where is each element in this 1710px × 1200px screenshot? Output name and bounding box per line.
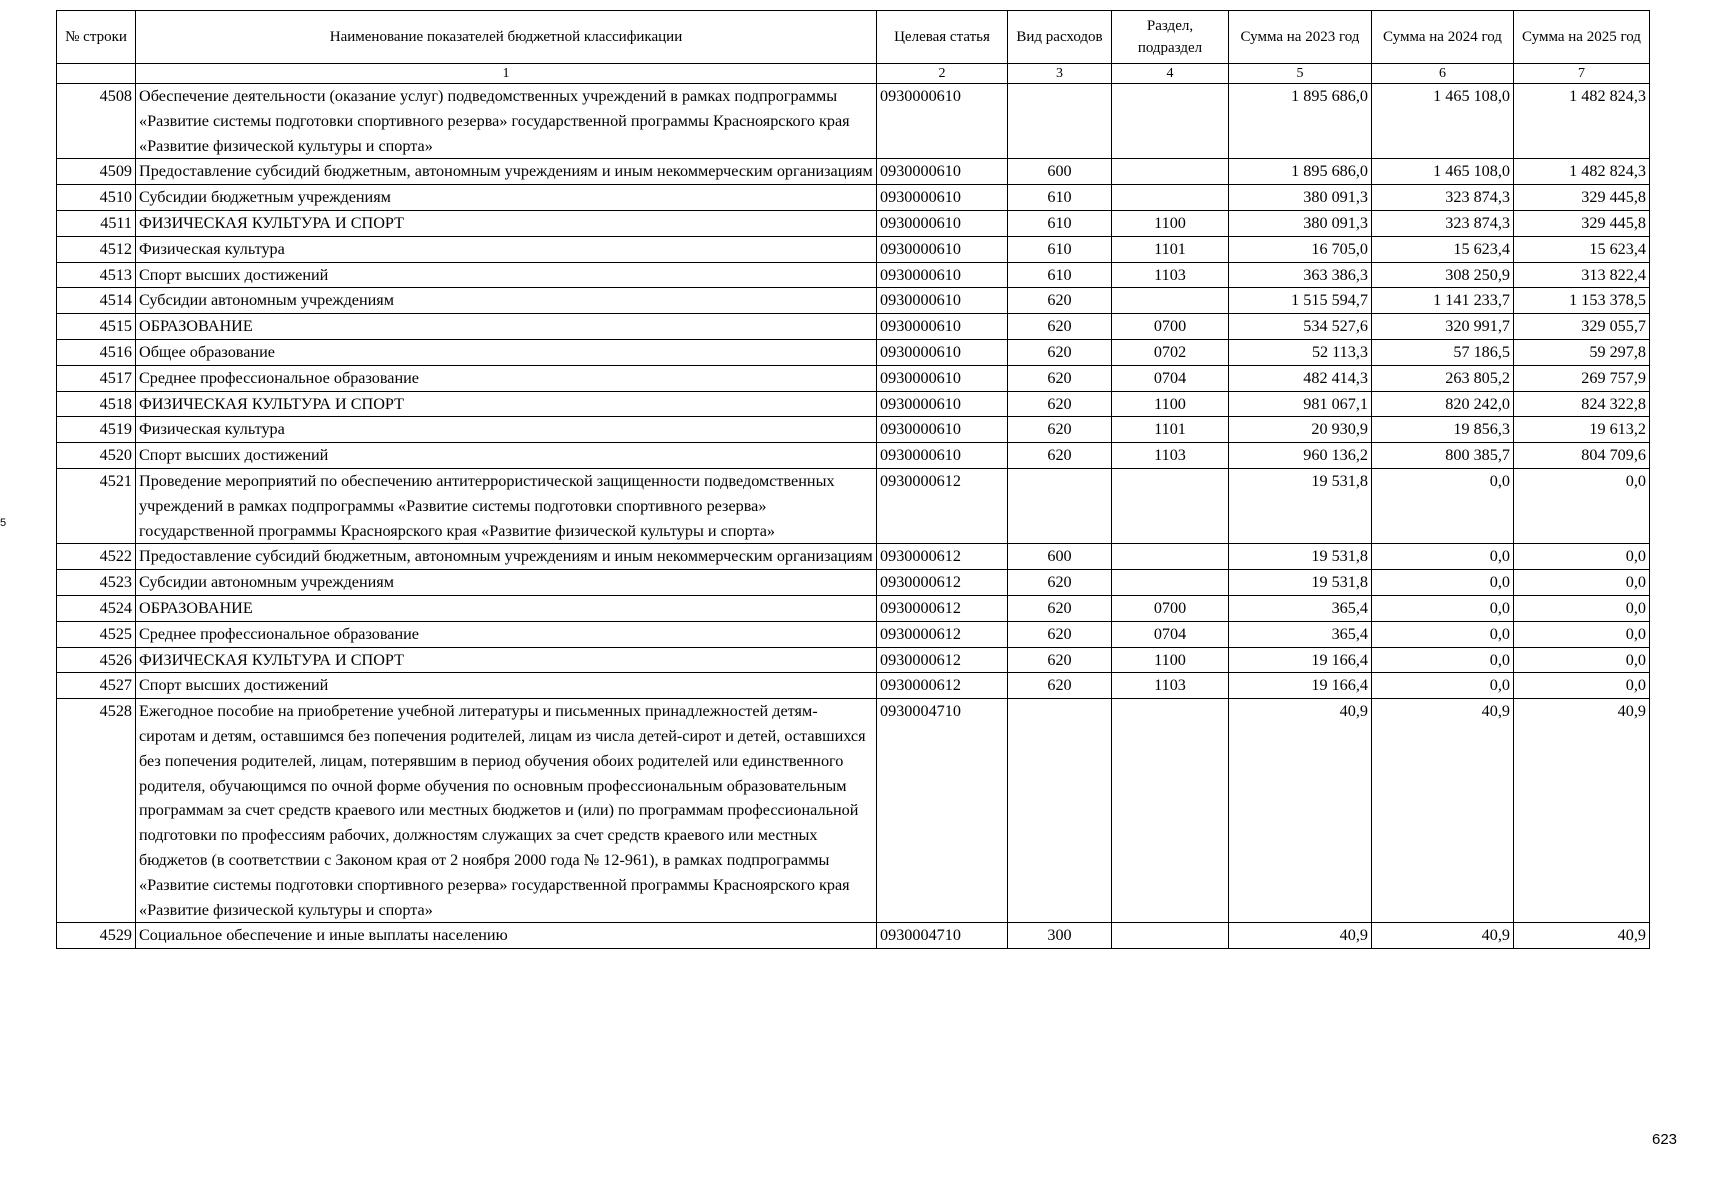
row-expense-kind: 620 xyxy=(1008,570,1112,596)
row-target-code: 0930004710 xyxy=(877,699,1008,923)
row-section-code: 1103 xyxy=(1112,443,1229,469)
row-section-code: 1101 xyxy=(1112,236,1229,262)
row-sum-2025: 59 297,8 xyxy=(1514,339,1650,365)
row-section-code: 0702 xyxy=(1112,339,1229,365)
row-name: ФИЗИЧЕСКАЯ КУЛЬТУРА И СПОРТ xyxy=(136,647,877,673)
row-expense-kind: 620 xyxy=(1008,621,1112,647)
row-section-code xyxy=(1112,185,1229,211)
row-target-code: 0930000612 xyxy=(877,570,1008,596)
row-expense-kind: 610 xyxy=(1008,236,1112,262)
row-number: 4516 xyxy=(57,339,136,365)
row-name: Субсидии автономным учреждениям xyxy=(136,570,877,596)
row-sum-2024: 323 874,3 xyxy=(1372,210,1514,236)
row-section-code: 0704 xyxy=(1112,365,1229,391)
row-sum-2024: 0,0 xyxy=(1372,544,1514,570)
table-row xyxy=(57,595,1650,621)
row-number: 4528 xyxy=(57,699,136,923)
row-sum-2025: 0,0 xyxy=(1514,621,1650,647)
table-row xyxy=(57,391,1650,417)
row-number: 4529 xyxy=(57,923,136,949)
row-number: 4510 xyxy=(57,185,136,211)
row-sum-2025: 269 757,9 xyxy=(1514,365,1650,391)
row-sum-2024: 820 242,0 xyxy=(1372,391,1514,417)
table-row xyxy=(57,365,1650,391)
row-expense-kind: 610 xyxy=(1008,185,1112,211)
row-expense-kind xyxy=(1008,84,1112,159)
row-number: 4518 xyxy=(57,391,136,417)
row-sum-2024: 0,0 xyxy=(1372,468,1514,543)
row-target-code: 0930000612 xyxy=(877,621,1008,647)
table-row xyxy=(57,339,1650,365)
row-name: Субсидии автономным учреждениям xyxy=(136,288,877,314)
row-sum-2023: 981 067,1 xyxy=(1229,391,1372,417)
row-section-code xyxy=(1112,159,1229,185)
row-sum-2023: 19 166,4 xyxy=(1229,647,1372,673)
row-number: 4508 xyxy=(57,84,136,159)
row-expense-kind: 610 xyxy=(1008,210,1112,236)
row-sum-2024: 19 856,3 xyxy=(1372,417,1514,443)
row-sum-2023: 960 136,2 xyxy=(1229,443,1372,469)
row-section-code xyxy=(1112,570,1229,596)
header-sum-2024: Сумма на 2024 год xyxy=(1372,11,1514,64)
row-sum-2023: 365,4 xyxy=(1229,621,1372,647)
row-sum-2025: 40,9 xyxy=(1514,923,1650,949)
row-target-code: 0930000610 xyxy=(877,159,1008,185)
row-sum-2023: 16 705,0 xyxy=(1229,236,1372,262)
column-number xyxy=(57,64,136,84)
row-sum-2023: 1 895 686,0 xyxy=(1229,84,1372,159)
row-number: 4511 xyxy=(57,210,136,236)
margin-mark: 5 xyxy=(0,517,7,529)
table-row xyxy=(57,621,1650,647)
row-sum-2025: 40,9 xyxy=(1514,699,1650,923)
row-sum-2024: 0,0 xyxy=(1372,570,1514,596)
row-sum-2023: 19 531,8 xyxy=(1229,468,1372,543)
row-expense-kind: 610 xyxy=(1008,262,1112,288)
row-target-code: 0930000610 xyxy=(877,314,1008,340)
row-target-code: 0930000610 xyxy=(877,443,1008,469)
row-name: Обеспечение деятельности (оказание услуг) подведомственных учреждений в рамках подпрограммы «Развитие системы подготовки спортивного резерва» государственной программы Красноярского края «Развитие физической культуры и спорта» xyxy=(136,84,877,159)
row-expense-kind: 600 xyxy=(1008,544,1112,570)
row-number: 4523 xyxy=(57,570,136,596)
row-sum-2023: 365,4 xyxy=(1229,595,1372,621)
row-sum-2023: 380 091,3 xyxy=(1229,185,1372,211)
row-sum-2025: 1 482 824,3 xyxy=(1514,84,1650,159)
table-row xyxy=(57,699,1650,923)
row-target-code: 0930000610 xyxy=(877,84,1008,159)
row-section-code xyxy=(1112,84,1229,159)
column-number: 2 xyxy=(877,64,1008,84)
row-sum-2024: 15 623,4 xyxy=(1372,236,1514,262)
row-target-code: 0930000610 xyxy=(877,417,1008,443)
table-row xyxy=(57,314,1650,340)
row-name: Спорт высших достижений xyxy=(136,673,877,699)
row-sum-2025: 313 822,4 xyxy=(1514,262,1650,288)
row-sum-2024: 263 805,2 xyxy=(1372,365,1514,391)
row-section-code xyxy=(1112,699,1229,923)
row-section-code: 1103 xyxy=(1112,673,1229,699)
column-number: 3 xyxy=(1008,64,1112,84)
row-sum-2023: 380 091,3 xyxy=(1229,210,1372,236)
header-sum-2023: Сумма на 2023 год xyxy=(1229,11,1372,64)
row-sum-2023: 19 531,8 xyxy=(1229,570,1372,596)
row-name: ОБРАЗОВАНИЕ xyxy=(136,595,877,621)
column-number: 7 xyxy=(1514,64,1650,84)
row-expense-kind: 620 xyxy=(1008,391,1112,417)
row-target-code: 0930000610 xyxy=(877,391,1008,417)
row-number: 4525 xyxy=(57,621,136,647)
table-row xyxy=(57,236,1650,262)
row-sum-2024: 0,0 xyxy=(1372,673,1514,699)
row-name: Субсидии бюджетным учреждениям xyxy=(136,185,877,211)
table-row xyxy=(57,468,1650,543)
row-name: Физическая культура xyxy=(136,417,877,443)
header-target: Целевая статья xyxy=(877,11,1008,64)
row-number: 4509 xyxy=(57,159,136,185)
row-number: 4522 xyxy=(57,544,136,570)
table-row xyxy=(57,288,1650,314)
row-expense-kind: 620 xyxy=(1008,673,1112,699)
row-sum-2025: 1 153 378,5 xyxy=(1514,288,1650,314)
table-row xyxy=(57,185,1650,211)
row-target-code: 0930000612 xyxy=(877,647,1008,673)
table-row xyxy=(57,570,1650,596)
row-sum-2023: 1 895 686,0 xyxy=(1229,159,1372,185)
row-section-code xyxy=(1112,544,1229,570)
row-section-code: 1100 xyxy=(1112,647,1229,673)
table-row xyxy=(57,210,1650,236)
header-kind: Вид расходов xyxy=(1008,11,1112,64)
row-name: ФИЗИЧЕСКАЯ КУЛЬТУРА И СПОРТ xyxy=(136,391,877,417)
column-number: 6 xyxy=(1372,64,1514,84)
row-sum-2025: 15 623,4 xyxy=(1514,236,1650,262)
row-sum-2023: 482 414,3 xyxy=(1229,365,1372,391)
row-expense-kind: 620 xyxy=(1008,314,1112,340)
row-sum-2024: 0,0 xyxy=(1372,595,1514,621)
row-section-code xyxy=(1112,288,1229,314)
row-number: 4515 xyxy=(57,314,136,340)
row-section-code: 1101 xyxy=(1112,417,1229,443)
row-sum-2025: 0,0 xyxy=(1514,595,1650,621)
row-number: 4517 xyxy=(57,365,136,391)
row-number: 4524 xyxy=(57,595,136,621)
row-sum-2024: 320 991,7 xyxy=(1372,314,1514,340)
row-sum-2024: 800 385,7 xyxy=(1372,443,1514,469)
row-number: 4527 xyxy=(57,673,136,699)
row-expense-kind: 620 xyxy=(1008,443,1112,469)
row-expense-kind xyxy=(1008,468,1112,543)
row-expense-kind: 620 xyxy=(1008,339,1112,365)
row-sum-2023: 1 515 594,7 xyxy=(1229,288,1372,314)
row-section-code xyxy=(1112,923,1229,949)
row-sum-2025: 19 613,2 xyxy=(1514,417,1650,443)
row-target-code: 0930000610 xyxy=(877,210,1008,236)
row-name: ОБРАЗОВАНИЕ xyxy=(136,314,877,340)
row-sum-2025: 329 445,8 xyxy=(1514,185,1650,211)
row-name: Проведение мероприятий по обеспечению антитеррористической защищенности подведомственных учреждений в рамках подпрограммы «Развитие системы подготовки спортивного резерва» государственной программы Красноярского края «Развитие физической культуры и спорта» xyxy=(136,468,877,543)
row-target-code: 0930000610 xyxy=(877,185,1008,211)
row-number: 4512 xyxy=(57,236,136,262)
row-name: Физическая культура xyxy=(136,236,877,262)
row-sum-2025: 329 055,7 xyxy=(1514,314,1650,340)
row-section-code: 1100 xyxy=(1112,391,1229,417)
row-sum-2023: 363 386,3 xyxy=(1229,262,1372,288)
table-row xyxy=(57,443,1650,469)
row-expense-kind: 600 xyxy=(1008,159,1112,185)
row-sum-2024: 40,9 xyxy=(1372,923,1514,949)
row-expense-kind: 620 xyxy=(1008,288,1112,314)
table-row xyxy=(57,544,1650,570)
row-sum-2025: 0,0 xyxy=(1514,468,1650,543)
table-row xyxy=(57,84,1650,159)
row-sum-2025: 0,0 xyxy=(1514,544,1650,570)
row-sum-2023: 40,9 xyxy=(1229,699,1372,923)
row-number: 4520 xyxy=(57,443,136,469)
row-section-code: 0704 xyxy=(1112,621,1229,647)
row-expense-kind: 620 xyxy=(1008,647,1112,673)
budget-table xyxy=(56,10,1650,949)
row-sum-2023: 19 166,4 xyxy=(1229,673,1372,699)
row-expense-kind: 300 xyxy=(1008,923,1112,949)
row-sum-2024: 0,0 xyxy=(1372,647,1514,673)
row-name: Среднее профессиональное образование xyxy=(136,621,877,647)
row-section-code: 0700 xyxy=(1112,595,1229,621)
row-sum-2024: 323 874,3 xyxy=(1372,185,1514,211)
row-sum-2024: 40,9 xyxy=(1372,699,1514,923)
row-section-code: 0700 xyxy=(1112,314,1229,340)
row-target-code: 0930000610 xyxy=(877,236,1008,262)
row-target-code: 0930000610 xyxy=(877,365,1008,391)
row-number: 4521 xyxy=(57,468,136,543)
row-number: 4514 xyxy=(57,288,136,314)
column-number: 1 xyxy=(136,64,877,84)
column-number-row xyxy=(57,64,1650,84)
row-expense-kind: 620 xyxy=(1008,365,1112,391)
row-target-code: 0930000612 xyxy=(877,673,1008,699)
table-row xyxy=(57,923,1650,949)
table-row xyxy=(57,262,1650,288)
row-number: 4526 xyxy=(57,647,136,673)
row-sum-2023: 52 113,3 xyxy=(1229,339,1372,365)
table-row xyxy=(57,417,1650,443)
row-target-code: 0930000610 xyxy=(877,339,1008,365)
column-number: 5 xyxy=(1229,64,1372,84)
row-sum-2025: 0,0 xyxy=(1514,570,1650,596)
column-number: 4 xyxy=(1112,64,1229,84)
row-target-code: 0930000610 xyxy=(877,288,1008,314)
row-expense-kind xyxy=(1008,699,1112,923)
row-sum-2024: 1 465 108,0 xyxy=(1372,159,1514,185)
row-expense-kind: 620 xyxy=(1008,417,1112,443)
row-sum-2023: 20 930,9 xyxy=(1229,417,1372,443)
row-sum-2024: 1 465 108,0 xyxy=(1372,84,1514,159)
row-name: Предоставление субсидий бюджетным, автономным учреждениям и иным некоммерческим организациям xyxy=(136,544,877,570)
row-section-code xyxy=(1112,468,1229,543)
row-sum-2024: 308 250,9 xyxy=(1372,262,1514,288)
header-sum-2025: Сумма на 2025 год xyxy=(1514,11,1650,64)
header-section: Раздел, подраздел xyxy=(1112,11,1229,64)
row-target-code: 0930000610 xyxy=(877,262,1008,288)
row-name: Предоставление субсидий бюджетным, автономным учреждениям и иным некоммерческим организациям xyxy=(136,159,877,185)
row-target-code: 0930000612 xyxy=(877,544,1008,570)
header-row xyxy=(57,11,1650,64)
row-target-code: 0930000612 xyxy=(877,468,1008,543)
row-sum-2024: 0,0 xyxy=(1372,621,1514,647)
row-sum-2025: 0,0 xyxy=(1514,673,1650,699)
row-name: Общее образование xyxy=(136,339,877,365)
row-section-code: 1103 xyxy=(1112,262,1229,288)
row-number: 4513 xyxy=(57,262,136,288)
row-sum-2024: 1 141 233,7 xyxy=(1372,288,1514,314)
row-name: ФИЗИЧЕСКАЯ КУЛЬТУРА И СПОРТ xyxy=(136,210,877,236)
page-number: 623 xyxy=(1652,1131,1678,1148)
row-sum-2024: 57 186,5 xyxy=(1372,339,1514,365)
row-name: Ежегодное пособие на приобретение учебной литературы и письменных принадлежностей детям-сиротам и детям, оставшимся без попечения родителей, лицам из числа детей-сирот и детей, оставшихся без попечения родителей, лицам, потерявшим в период обучения обоих родителей или единственного родителя, обучающимся по очной форме обучения по основным профессиональным образовательным программам за счет средств краевого или местных бюджетов и (или) по программам профессиональной подготовки по профессиям рабочих, должностям служащих за счет средств краевого или местных бюджетов (в соответствии с Законом края от 2 ноября 2000 года № 12-961), в рамках подпрограммы «Развитие системы подготовки спортивного резерва» государственной программы Красноярского края «Развитие физической культуры и спорта» xyxy=(136,699,877,923)
row-sum-2023: 40,9 xyxy=(1229,923,1372,949)
row-sum-2023: 19 531,8 xyxy=(1229,544,1372,570)
table-row xyxy=(57,647,1650,673)
table-row xyxy=(57,673,1650,699)
row-sum-2025: 824 322,8 xyxy=(1514,391,1650,417)
row-name: Социальное обеспечение и иные выплаты населению xyxy=(136,923,877,949)
row-name: Спорт высших достижений xyxy=(136,262,877,288)
row-target-code: 0930004710 xyxy=(877,923,1008,949)
row-expense-kind: 620 xyxy=(1008,595,1112,621)
row-section-code: 1100 xyxy=(1112,210,1229,236)
row-sum-2025: 804 709,6 xyxy=(1514,443,1650,469)
row-sum-2025: 1 482 824,3 xyxy=(1514,159,1650,185)
header-row-no: № строки xyxy=(57,11,136,64)
row-name: Среднее профессиональное образование xyxy=(136,365,877,391)
table-row xyxy=(57,159,1650,185)
header-name: Наименование показателей бюджетной классификации xyxy=(136,11,877,64)
row-sum-2025: 329 445,8 xyxy=(1514,210,1650,236)
row-number: 4519 xyxy=(57,417,136,443)
row-target-code: 0930000612 xyxy=(877,595,1008,621)
row-sum-2025: 0,0 xyxy=(1514,647,1650,673)
row-name: Спорт высших достижений xyxy=(136,443,877,469)
row-sum-2023: 534 527,6 xyxy=(1229,314,1372,340)
